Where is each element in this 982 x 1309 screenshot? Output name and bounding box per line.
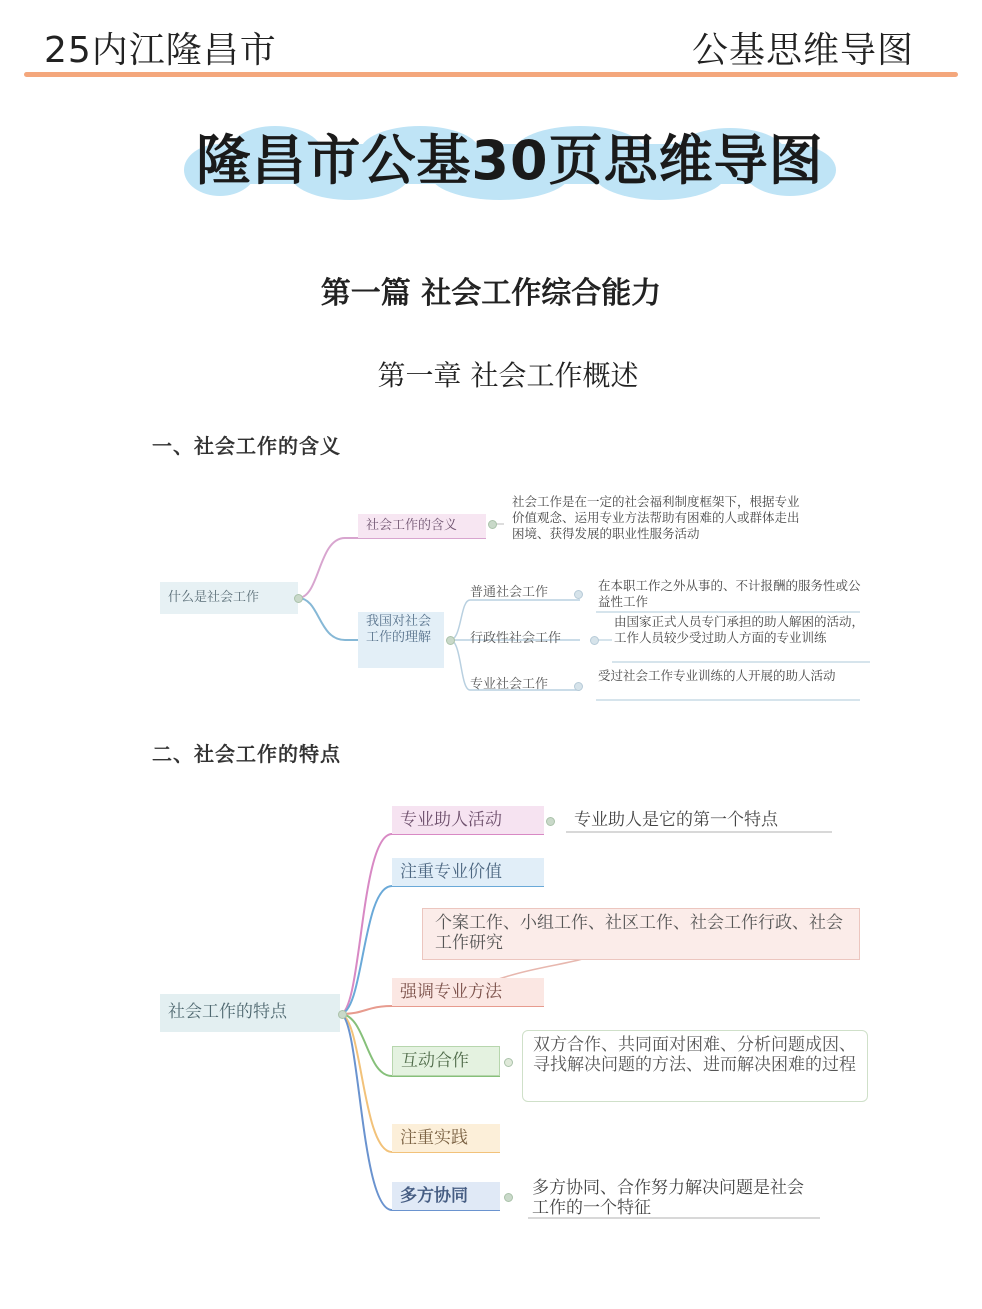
section2-root-node: 社会工作的特点 <box>160 994 340 1032</box>
meaning-label-node: 社会工作的含义 <box>358 514 486 538</box>
type-desc-general: 在本职工作之外从事的、不计报酬的服务性或公益性工作 <box>598 578 861 609</box>
feature-desc-1: 专业助人是它的第一个特点 <box>574 810 778 830</box>
feature-label-4: 互动合作 <box>392 1046 500 1076</box>
type-desc-professional: 受过社会工作专业训练的人开展的助人活动 <box>598 668 836 683</box>
section1-root-node: 什么是社会工作 <box>160 582 298 614</box>
feature-desc-4-box: 双方合作、共同面对困难、分析问题成因、寻找解决问题的方法、进而解决困难的过程 <box>522 1030 868 1102</box>
feature-label-5: 注重实践 <box>392 1124 500 1152</box>
node-connector-dot <box>338 1010 347 1019</box>
type-desc-administrative: 由国家正式人员专门承担的助人解困的活动，工作人员较少受过助人方面的专业训练 <box>614 614 865 645</box>
understanding-label-node: 我国对社会工作的理解 <box>358 612 444 668</box>
feature-desc-3-box: 个案工作、小组工作、社区工作、社会工作行政、社会工作研究 <box>422 908 860 960</box>
node-connector-dot <box>504 1058 513 1067</box>
type-label-general: 普通社会工作 <box>470 585 549 600</box>
feature-label-6: 多方协同 <box>392 1182 500 1210</box>
node-connector-dot <box>546 817 555 826</box>
node-connector-dot <box>504 1193 513 1202</box>
meaning-text: 社会工作是在一定的社会福利制度框架下，根据专业价值观念、运用专业方法帮助有困难的人或群体走出困境、获得发展的职业性服务活动 <box>512 494 800 541</box>
header-left-title: 25内江隆昌市 <box>44 30 277 71</box>
header-right-title: 公基思维导图 <box>691 30 914 71</box>
feature-label-3: 强调专业方法 <box>392 978 544 1006</box>
main-title: 隆昌市公基30页思维导图 <box>196 129 824 192</box>
feature-label-2: 注重专业价值 <box>392 858 544 886</box>
feature-desc-6: 多方协同、合作努力解决问题是社会工作的一个特征 <box>532 1178 804 1218</box>
section2-title: 二、社会工作的特点 <box>152 742 341 766</box>
section1-title: 一、社会工作的含义 <box>152 434 341 458</box>
feature-label-1: 专业助人活动 <box>392 806 544 834</box>
chapter-title: 第一章 社会工作概述 <box>377 359 639 392</box>
type-label-professional: 专业社会工作 <box>470 677 549 692</box>
part-title: 第一篇 社会工作综合能力 <box>320 276 662 311</box>
type-label-administrative: 行政性社会工作 <box>470 631 562 646</box>
